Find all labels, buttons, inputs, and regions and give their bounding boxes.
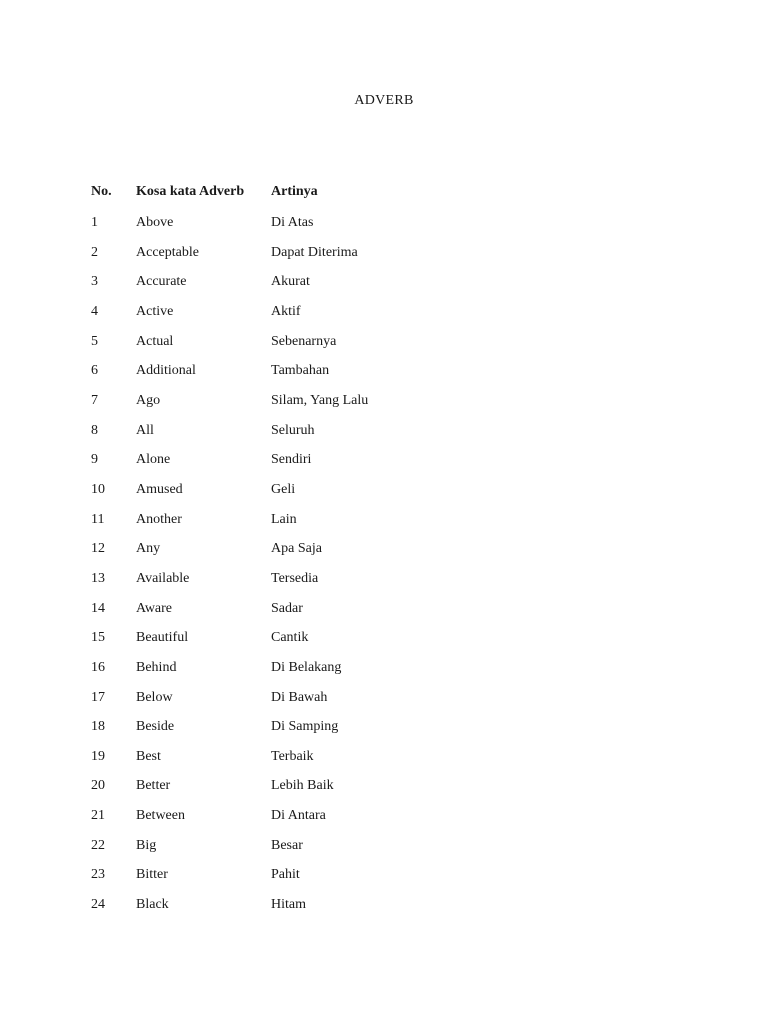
adverb-word: Black [136,897,169,913]
adverb-word: Beautiful [136,630,189,646]
adverb-word: Between [136,808,185,824]
row-number: 17 [91,689,105,705]
adverb-word: Additional [136,363,196,379]
table-row [91,623,491,653]
row-number: 19 [91,748,105,764]
table-row [91,297,491,327]
table-row [91,801,491,831]
table-row [91,860,491,890]
adverb-word: Another [136,511,182,527]
table-row [91,267,491,297]
adverb-meaning: Pahit [271,867,300,883]
adverb-word: Above [136,215,174,230]
table-row [91,416,491,446]
table-row [91,831,491,861]
table-row [91,327,491,357]
adverb-word: Below [136,689,173,705]
adverb-word: Behind [136,659,177,675]
table-row [91,890,491,920]
adverb-meaning: Lebih Baik [271,778,334,794]
adverb-word: Ago [136,392,161,408]
adverb-meaning: Sendiri [271,452,312,468]
adverb-meaning: Cantik [271,630,309,646]
adverb-meaning: Tambahan [271,363,330,379]
table-row [91,594,491,624]
row-number: 9 [91,452,98,468]
row-number: 7 [91,392,98,408]
row-number: 6 [91,363,98,379]
table-row [91,534,491,564]
row-number: 2 [91,244,98,260]
table-row [91,208,491,238]
table-row [91,564,491,594]
adverb-word: Any [136,541,161,557]
row-number: 20 [91,778,105,794]
adverb-meaning: Dapat Diterima [271,244,358,260]
table-row [91,356,491,386]
row-number: 23 [91,867,105,883]
row-number: 1 [91,215,98,230]
row-number: 13 [91,570,105,586]
page-title: ADVERB [354,93,414,108]
adverb-word: Beside [136,719,175,735]
adverb-meaning: Geli [271,481,296,497]
adverb-word: Better [136,778,171,794]
adverb-meaning: Akurat [271,274,310,290]
vocabulary-table [91,179,491,920]
adverb-meaning: Di Belakang [271,659,342,675]
adverb-meaning: Seluruh [271,422,315,438]
adverb-word: Acceptable [136,244,199,260]
row-number: 16 [91,659,105,675]
table-row [91,771,491,801]
row-number: 12 [91,541,105,557]
row-number: 3 [91,274,98,290]
row-number: 21 [91,808,105,824]
table-body [91,208,491,920]
table-row [91,683,491,713]
adverb-word: Active [136,303,174,319]
row-number: 14 [91,600,105,616]
row-number: 22 [91,837,105,853]
adverb-word: Best [136,748,161,764]
table-row [91,445,491,475]
row-number: 18 [91,719,105,735]
adverb-meaning: Tersedia [271,570,319,586]
adverb-word: Amused [136,481,183,497]
adverb-meaning: Sebenarnya [271,333,337,349]
table-row [91,742,491,772]
adverb-meaning: Terbaik [271,748,314,764]
adverb-meaning: Di Antara [271,808,326,824]
adverb-word: Aware [136,600,173,616]
table-row [91,475,491,505]
adverb-word: Alone [136,452,171,468]
row-number: 8 [91,422,98,438]
header-meaning: Artinya [271,184,318,199]
adverb-word: Big [136,837,157,853]
adverb-word: All [136,422,154,438]
row-number: 5 [91,333,98,349]
header-number: No. [91,184,112,199]
table-row [91,712,491,742]
header-adverb: Kosa kata Adverb [136,184,245,199]
table-header [91,179,491,208]
adverb-meaning: Di Atas [271,215,314,230]
adverb-word: Actual [136,333,174,349]
adverb-meaning: Di Samping [271,719,339,735]
adverb-meaning: Di Bawah [271,689,328,705]
adverb-meaning: Silam, Yang Lalu [271,392,369,408]
table-row [91,238,491,268]
table-row [91,386,491,416]
adverb-word: Available [136,570,190,586]
row-number: 11 [91,511,105,527]
row-number: 4 [91,303,98,319]
table-row [91,505,491,535]
row-number: 10 [91,481,105,497]
adverb-meaning: Hitam [271,897,306,913]
table-row [91,653,491,683]
row-number: 15 [91,630,105,646]
adverb-meaning: Apa Saja [271,541,322,557]
adverb-word: Bitter [136,867,168,883]
row-number: 24 [91,897,105,913]
adverb-meaning: Lain [271,511,297,527]
adverb-word: Accurate [136,274,187,290]
adverb-meaning: Aktif [271,303,301,319]
header-row [91,179,491,208]
adverb-meaning: Besar [271,837,303,853]
adverb-meaning: Sadar [271,600,303,616]
